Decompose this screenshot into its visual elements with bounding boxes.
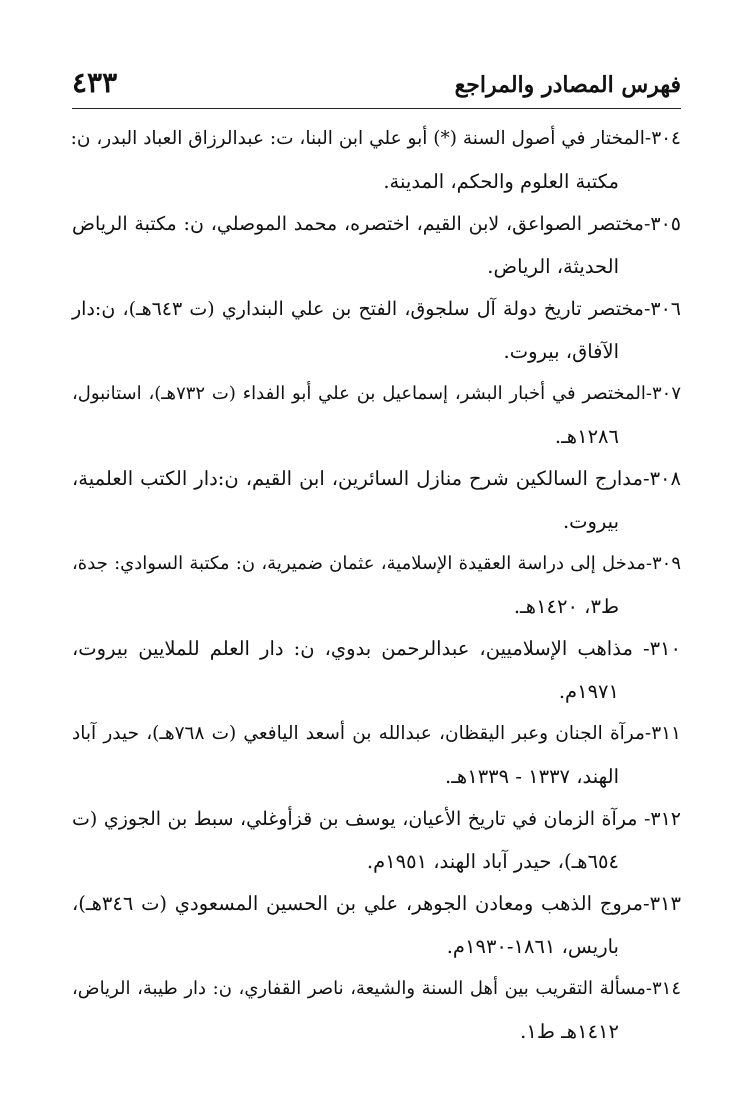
page-header: [72, 62, 681, 109]
entry-line-2: ١٢٨٦هـ.: [554, 424, 619, 448]
bibliography-entry-308: [72, 458, 681, 543]
entry-line-1: ٣٠٩-مدخل إلى دراسة العقيدة الإسلامية، عثمان ضميرية، ن: مكتبة السوادي: جدة،: [72, 553, 681, 574]
entry-line-1: ٣١١-مرآة الجنان وعبر اليقظان، عبدالله بن أسعد اليافعي (ت ٧٦٨هـ)، حيدر آباد: [72, 723, 681, 744]
entry-line-1: ٣٠٨-مدارج السالكين شرح منازل السائرين، ابن القيم، ن:دار الكتب العلمية،: [72, 467, 681, 490]
entry-line-1: ٣٠٦-مختصر تاريخ دولة آل سلجوق، الفتح بن علي البنداري (ت ٦٤٣هـ)، ن:دار: [72, 298, 681, 320]
entry-line-1: ٣٠٧-المختصر في أخبار البشر، إسماعيل بن علي أبو الفداء (ت ٧٣٢هـ)، استانبول،: [72, 383, 681, 404]
entry-line-2: ١٩٧١م.: [558, 679, 619, 703]
entry-line-2: ١٤١٢هـ ط١.: [520, 1019, 619, 1043]
bibliography-entry-306: [72, 288, 681, 373]
entry-line-2: الهند، ١٣٣٧ - ١٣٣٩هـ.: [445, 764, 619, 788]
bibliography-list: [72, 118, 681, 1053]
entry-line-2: باريس، ١٨٦١-١٩٣٠م.: [446, 934, 619, 958]
entry-line-2: ٦٥٤هـ)، حيدر آباد الهند، ١٩٥١م.: [366, 849, 619, 873]
bibliography-entry-307: [72, 373, 681, 458]
entry-line-2: بيروت.: [562, 509, 619, 533]
entry-line-1: ٣٠٥-مختصر الصواعق، لابن القيم، اختصره، محمد الموصلي، ن: مكتبة الرياض: [72, 213, 681, 235]
page-number: ٤٣٣: [72, 66, 118, 99]
entry-line-1: ٣١٠- مذاهب الإسلاميين، عبدالرحمن بدوي، ن: دار العلم للملايين بيروت،: [72, 637, 681, 660]
bibliography-entry-313: [72, 883, 681, 968]
bibliography-entry-311: [72, 713, 681, 798]
bibliography-entry-304: [72, 118, 681, 203]
entry-line-2: ط٣، ١٤٢٠هـ.: [513, 594, 619, 618]
bibliography-entry-309: [72, 543, 681, 628]
running-title: فهرس المصادر والمراجع: [454, 72, 681, 98]
bibliography-entry-312: [72, 798, 681, 883]
entry-line-1: ٣١٣-مروج الذهب ومعادن الجوهر، علي بن الحسين المسعودي (ت ٣٤٦هـ)،: [72, 892, 681, 915]
entry-line-2: الآفاق، بيروت.: [503, 339, 619, 363]
bibliography-entry-305: [72, 203, 681, 288]
entry-line-2: الحديثة، الرياض.: [487, 254, 619, 278]
entry-line-1: ٣١٤-مسألة التقريب بين أهل السنة والشيعة، ناصر القفاري، ن: دار طيبة، الرياض،: [72, 978, 681, 999]
entry-line-1: ٣٠٤-المختار في أصول السنة (*) أبو علي ابن البنا، ت: عبدالرزاق العباد البدر، ن:: [70, 128, 681, 149]
bibliography-entry-310: [72, 628, 681, 713]
entry-line-1: ٣١٢- مرآة الزمان في تاريخ الأعيان، يوسف بن قزأوغلي، سبط بن الجوزي (ت: [72, 808, 681, 830]
bibliography-entry-314: [72, 968, 681, 1053]
entry-line-2: مكتبة العلوم والحكم، المدينة.: [383, 169, 619, 193]
